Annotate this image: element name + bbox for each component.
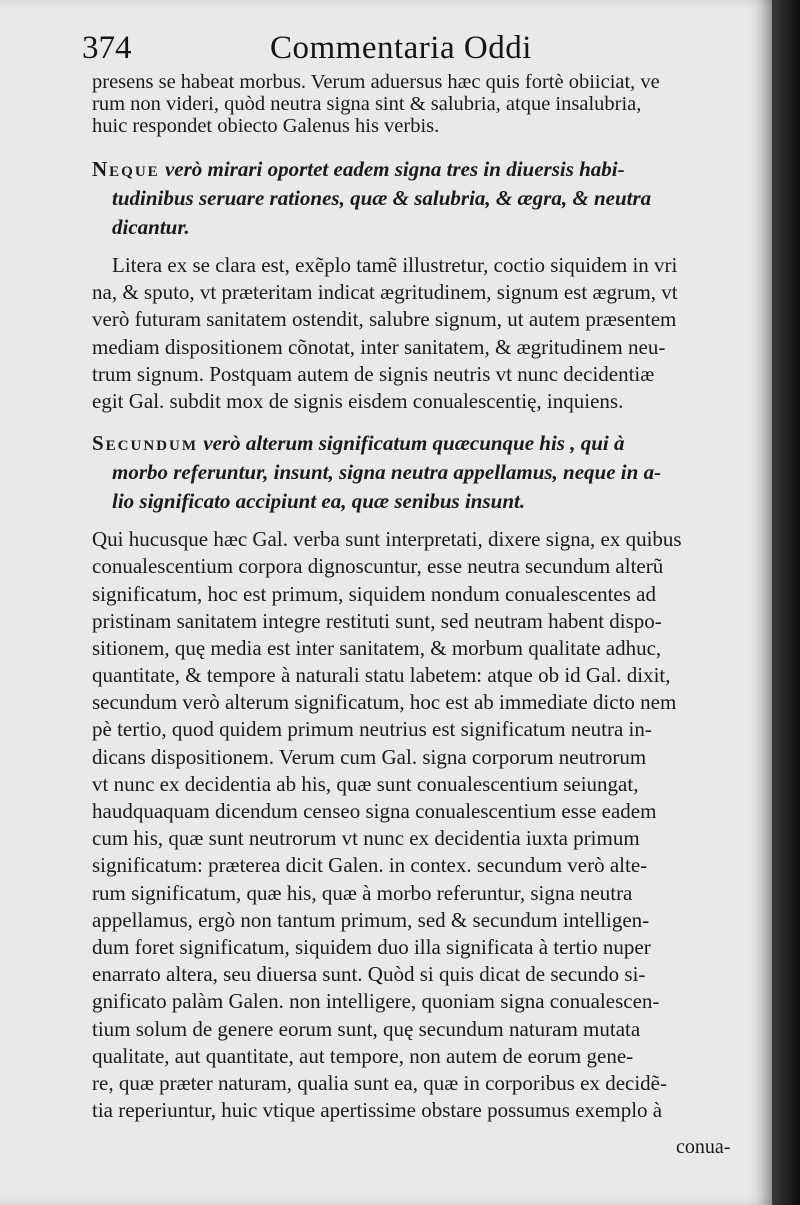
text-line: tia reperiuntur, huic vtique apertissime obstare possumus exemplo à: [92, 1098, 663, 1123]
quote-text: verò mirari oportet eadem signa tres in diuersis habi-: [164, 157, 625, 181]
text-line: cum his, quæ sunt neutrorum vt nunc ex decidentia iuxta primum: [92, 826, 640, 851]
text-line: rum significatum, quæ his, quæ à morbo referuntur, signa neutra: [92, 880, 633, 905]
text-line: pè tertio, quod quidem primum neutrius est significatum neutra in-: [92, 717, 652, 742]
text-line: quantitate, & tempore à naturali statu labetem: atque ob id Gal. dixit,: [92, 663, 671, 688]
page-number: 374: [82, 30, 132, 66]
text-line: conualescentium corpora dignoscuntur, esse neutra secundum alterũ: [92, 554, 664, 579]
quote-line: morbo referuntur, insunt, signa neutra appellamus, neque in a-: [112, 460, 662, 485]
text-line: enarrato altera, seu diuersa sunt. Quòd si quis dicat de secundo si-: [92, 962, 646, 987]
text-line: na, & sputo, vt præteritam indicat ægritudinem, signum est ægrum, vt: [92, 280, 678, 305]
text-line: appellamus, ergò non tantum primum, sed & secundum intelligen-: [92, 907, 650, 932]
text-line: sitionem, quę media est inter sanitatem, & morbum qualitate adhuc,: [92, 635, 662, 660]
quote-lead-word: Neque: [92, 157, 160, 181]
text-line: haudquaquam dicendum censeo signa conualescentium esse eadem: [92, 799, 657, 823]
text-line: dicans dispositionem. Verum cum Gal. signa corporum neutrorum: [92, 744, 647, 769]
quotation-2: [92, 429, 742, 516]
text-line: dum foret significatum, siquidem duo illa significata à tertio nuper: [92, 934, 651, 959]
quote-line: [92, 155, 742, 184]
text-line: qualitate, aut quantitate, aut tempore, non autem de eorum gene-: [92, 1043, 634, 1068]
text-line: gnificato palàm Galen. non intelligere, quoniam signa conualescen-: [92, 989, 660, 1014]
quote-line: tudinibus seruare rationes, quæ & salubria, & ægra, & neutra: [112, 186, 652, 210]
text-line: Qui hucusque hæc Gal. verba sunt interpretati, dixere signa, ex quibus: [92, 527, 682, 552]
quote-line: dicantur.: [112, 215, 190, 239]
text-line: tium solum de genere eorum sunt, quę secundum naturam mutata: [92, 1016, 641, 1041]
running-head: Commentaria Oddi: [270, 30, 532, 66]
text-line: re, quæ præter naturam, qualia sunt ea, quæ in corporibus ex decidẽ-: [92, 1070, 667, 1095]
text-line: significatum: præterea dicit Galen. in contex. secundum verò alte-: [92, 853, 648, 878]
text-line: egit Gal. subdit mox de signis eisdem conualescentię, inquiens.: [92, 388, 624, 413]
page-header: [82, 26, 742, 70]
text-block: [92, 71, 742, 1124]
text-line: vt nunc ex decidentia ab his, quæ sunt conualescentium seiungat,: [92, 771, 639, 796]
quote-line: [92, 429, 742, 458]
text-line: verò futuram sanitatem ostendit, salubre signum, ut autem præsentem: [92, 307, 677, 332]
text-line: significatum, hoc est primum, siquidem nondum conualescentes ad: [92, 581, 656, 606]
quote-text: verò alterum significatum quæcunque his , qui à: [203, 431, 625, 456]
text-line: secundum verò alterum significatum, hoc est ab immediate dicto nem: [92, 690, 677, 715]
text-line: mediam dispositionem cõnotat, inter sanitatem, & ægritudinem neu-: [92, 334, 666, 359]
text-line: huic respondet obiecto Galenus his verbis.: [92, 115, 440, 137]
text-line: pristinam sanitatem integre restituti sunt, sed neutram habent dispo-: [92, 608, 662, 633]
quote-line: lio significato accipiunt ea, quæ senibus insunt.: [112, 489, 526, 514]
text-line: trum signum. Postquam autem de signis neutris vt nunc decidentiæ: [92, 361, 655, 386]
quote-lead-word: Secundum: [92, 431, 199, 456]
catchword: conua-: [676, 1136, 731, 1158]
page-edge-shadow: [772, 0, 800, 1205]
text-line: Litera ex se clara est, exẽplo tamẽ illustretur, coctio siquidem in vri: [112, 253, 678, 277]
quotation-1: [92, 155, 742, 242]
text-line: presens se habeat morbus. Verum aduersus hæc quis fortè obiiciat, ve: [92, 71, 660, 93]
text-line: rum non videri, quòd neutra signa sint & salubria, atque insalubria,: [92, 93, 642, 115]
